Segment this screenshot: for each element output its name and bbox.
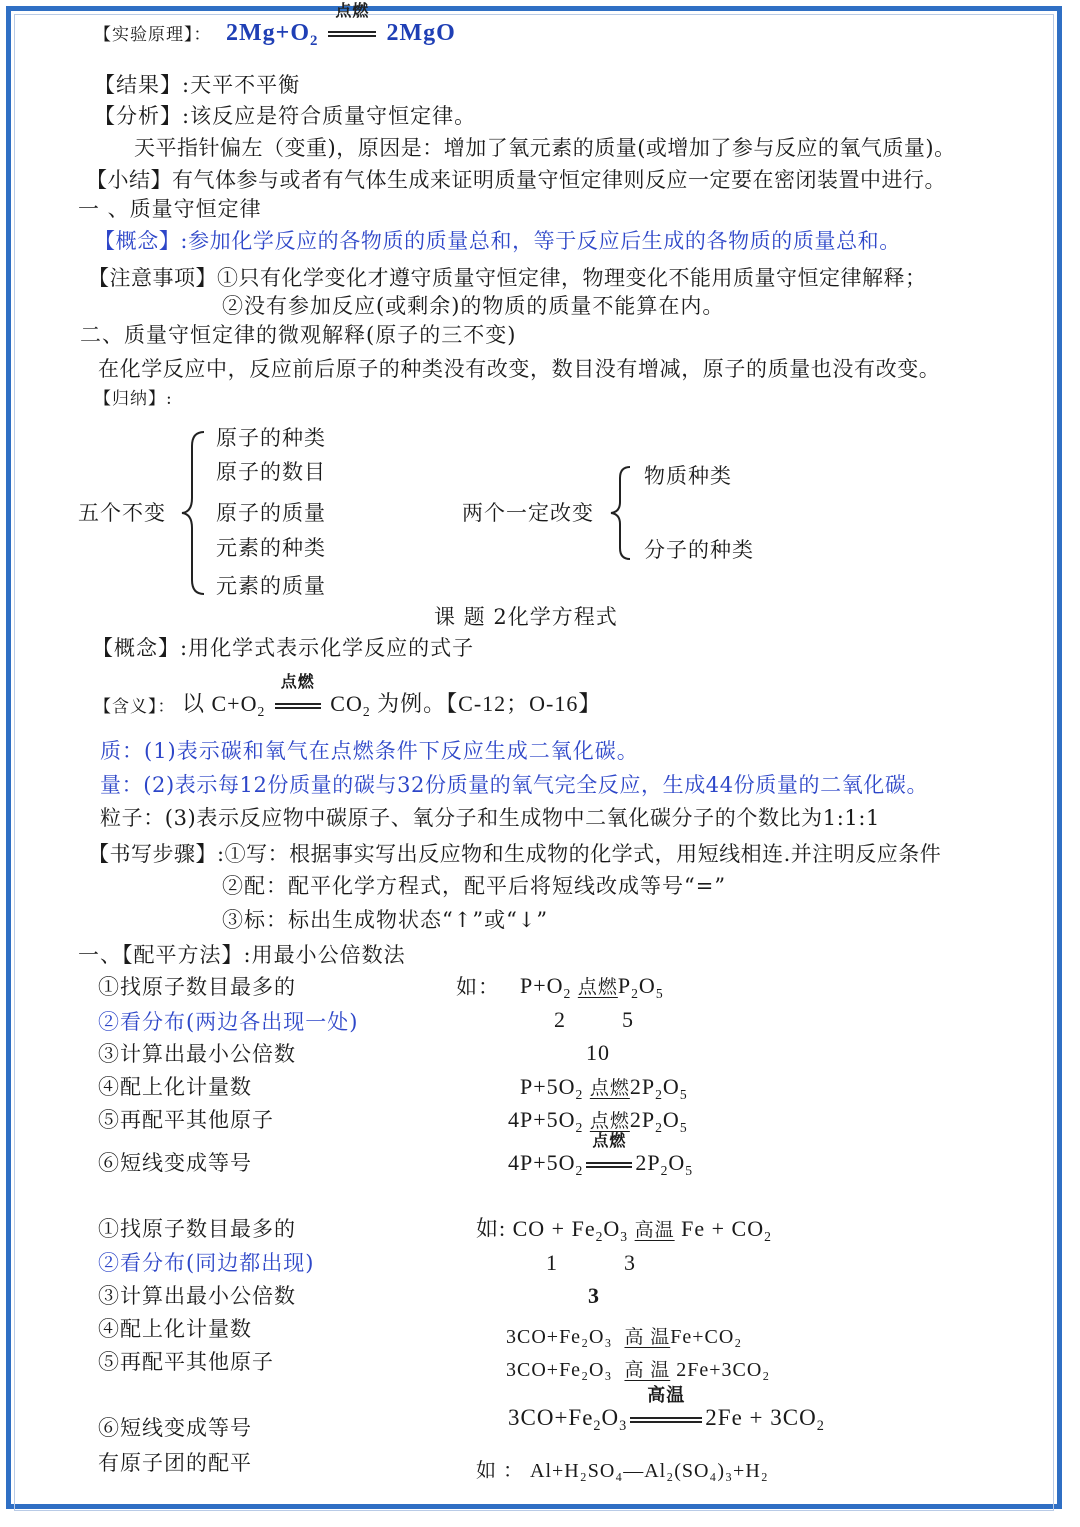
balance-a-step-2: ②看分布(两边各出现一处): [98, 1010, 359, 1034]
meaning-suffix: 为例。【C-12；O-16】: [377, 691, 602, 716]
balance-b-step-3: ③计算出最小公倍数: [98, 1284, 296, 1308]
principle-condition: 点燃: [328, 20, 376, 46]
balance-b-eq-4-right: Fe+CO₂: [670, 1326, 743, 1348]
balance-a-eq-6: $4P+5O_2$ 点燃 $2P_2O_5$: [508, 1133, 694, 1178]
balance-b-num-1: 1: [546, 1250, 558, 1275]
five-item-4: 元素的种类: [216, 536, 326, 560]
two-item-2: 分子的种类: [644, 538, 754, 562]
left-brace-icon: [180, 428, 210, 598]
balance-b-example-label: 如:: [476, 1216, 507, 1241]
principle-product: 2MgO: [386, 20, 456, 46]
atom-group-title: 有原子团的配平: [98, 1451, 252, 1475]
two-item-1: 物质种类: [644, 464, 732, 488]
balance-a-eq-5: $4P+5O_2$ 点燃$2P_2O_5$: [508, 1107, 688, 1135]
balance-b-eq-1-cond: 高温: [634, 1220, 675, 1241]
balance-b-eq-1: 如: CO + $Fe_2O_3$ 高温 $Fe + CO_2$: [476, 1216, 772, 1244]
meaning-condition: 点燃: [275, 691, 321, 717]
principle-equation: [226, 3, 456, 50]
principle-label: 【实验原理】：: [94, 25, 212, 45]
balance-b-eq-6: $3CO+Fe_2O_3$ 高温 $2Fe + 3CO_2$: [508, 1385, 825, 1434]
meaning-quantity: 量：(2)表示每12份质量的碳与32份质量的氧气完全反应，生成44份质量的二氧化碳。: [100, 773, 929, 797]
five-item-5: 元素的质量: [216, 574, 326, 598]
steps-1: 【书写步骤】:①写：根据事实写出反应物和生成物的化学式，用短线相连.并注明反应条件: [88, 842, 942, 866]
balance-b-eq-4-cond: 高 温: [624, 1327, 671, 1348]
section2-body: 在化学反应中，反应前后原子的种类没有改变，数目没有增减，原子的质量也没有改变。: [98, 357, 941, 381]
meaning-product: CO: [330, 691, 363, 716]
five-item-1: 原子的种类: [216, 426, 326, 450]
balance-a-eq-5-cond: 点燃: [589, 1111, 630, 1132]
steps-2: ②配：配平化学方程式，配平后将短线改成等号“=”: [222, 874, 727, 898]
balance-b-step-2: ②看分布(同边都出现): [98, 1251, 315, 1275]
balance-a-step-3: ③计算出最小公倍数: [98, 1042, 296, 1066]
balance-b-step-4: ④配上化计量数: [98, 1317, 252, 1341]
meaning-particle: 粒子：(3)表示反应物中碳原子、氧分子和生成物中二氧化碳分子的个数比为1:1:1: [100, 806, 880, 830]
balance-b-eq-4-left: 3CO+Fe₂O₃: [506, 1326, 613, 1348]
balance-a-eq-6-cond: 点燃: [586, 1150, 632, 1176]
balance-b-eq-5: [506, 1357, 770, 1384]
five-item-2: 原子的数目: [216, 460, 326, 484]
concept2-line: 【概念】:用化学式表示化学反应的式子: [92, 636, 475, 660]
balance-b-eq-6-cond: 高温: [630, 1405, 702, 1431]
balance-b-num-3: 3: [624, 1250, 636, 1275]
meaning-quality: 质：(1)表示碳和氧气在点燃条件下反应生成二氧化碳。: [100, 739, 639, 763]
balance-a-eq-4: $P+5O_2$ 点燃$2P_2O_5$: [520, 1074, 688, 1102]
section1-notes-1: 【注意事项】①只有化学变化才遵守质量守恒定律，物理变化不能用质量守恒定律解释；: [88, 266, 927, 290]
analysis-detail: 天平指针偏左（变重)，原因是：增加了氧元素的质量(或增加了参与反应的氧气质量)。: [134, 136, 956, 160]
balance-b-lcm: 3: [588, 1283, 600, 1308]
balance-a-step-6: ⑥短线变成等号: [98, 1151, 252, 1175]
atom-group-example: [476, 1458, 769, 1484]
meaning-prefix: 以 C+O: [182, 691, 258, 716]
balance-a-step-1: ①找原子数目最多的: [98, 975, 296, 999]
balance-a-example-label: 如：: [456, 975, 500, 999]
lesson-title: 课 题 2化学方程式: [434, 605, 618, 629]
five-unchanged-label: 五个不变: [78, 501, 166, 525]
section1-concept: 【概念】:参加化学反应的各物质的质量总和，等于反应后生成的各物质的质量总和。: [94, 229, 901, 253]
balance-b-eq-5-right: 2Fe+3CO₂: [676, 1359, 771, 1381]
balance-a-step-5: ⑤再配平其他原子: [98, 1108, 274, 1132]
five-item-3: 原子的质量: [216, 501, 326, 525]
balance-a-num-2: 2: [554, 1007, 566, 1032]
two-change-label: 两个一定改变: [462, 501, 594, 525]
steps-3: ③标：标出生成物状态“↑”或“↓”: [222, 908, 549, 932]
balance-a-num-5: 5: [622, 1007, 634, 1032]
balance-a-eq-4-cond: 点燃: [589, 1078, 630, 1099]
balance-a-eq-1: $P+O_2$ 点燃$P_2O_5$: [520, 973, 664, 1001]
balance-b-eq-5-left: 3CO+Fe₂O₃: [506, 1359, 613, 1381]
balance-title: 一、【配平方法】:用最小公倍数法: [78, 943, 406, 967]
summary-line: 【小结】有气体参与或者有气体生成来证明质量守恒定律则反应一定要在密闭装置中进行。: [86, 168, 946, 192]
section1-title: 一 、质量守恒定律: [78, 197, 262, 221]
atom-group-equation: Al+H₂SO₄—Al₂(SO₄)₃+H₂: [530, 1460, 769, 1482]
balance-b-eq-4: [506, 1324, 742, 1351]
result-line: 【结果】:天平不平衡: [94, 73, 301, 97]
balance-b-eq-5-cond: 高 温: [624, 1360, 671, 1381]
atom-group-example-label: 如 ：: [476, 1460, 524, 1482]
meaning-equation: 以 $C+O_2$ 点燃 $CO_2$ 为例。【C-12；O-16】: [182, 674, 602, 719]
meaning-label: 【含义】：: [94, 697, 176, 717]
balance-b-step-1: ①找原子数目最多的: [98, 1217, 296, 1241]
principle-reactants: 2Mg+O: [226, 20, 310, 46]
principle-sub: 2: [310, 33, 319, 50]
section1-notes-2: ②没有参加反应(或剩余)的物质的质量不能算在内。: [222, 294, 725, 318]
balance-b-step-5: ⑤再配平其他原子: [98, 1350, 274, 1374]
balance-a-eq-1-cond: 点燃: [577, 977, 618, 998]
right-brace-icon: [608, 464, 634, 562]
balance-b-step-6: ⑥短线变成等号: [98, 1416, 252, 1440]
section2-title: 二、质量守恒定律的微观解释(原子的三不变): [80, 323, 517, 347]
balance-a-num-10: 10: [586, 1040, 610, 1065]
balance-a-step-4: ④配上化计量数: [98, 1075, 252, 1099]
section2-induction: 【归纳】:: [94, 389, 173, 409]
analysis-line: 【分析】:该反应是符合质量守恒定律。: [94, 104, 477, 128]
